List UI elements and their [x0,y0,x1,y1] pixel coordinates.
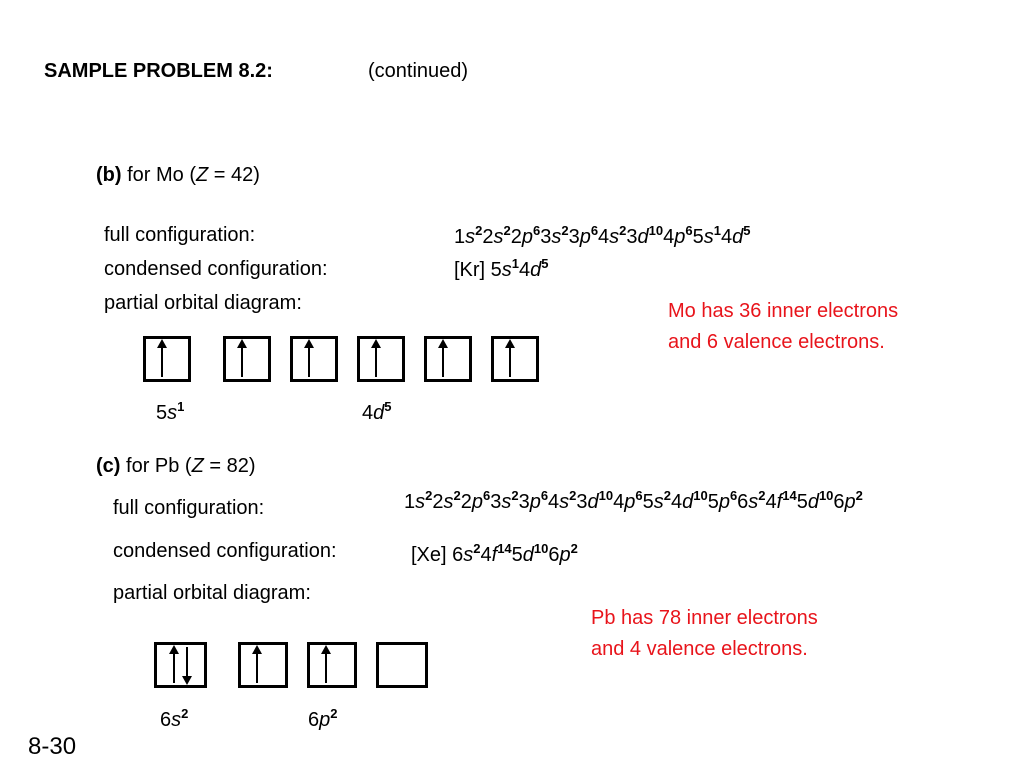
part-c-diagram-label: partial orbital diagram: [113,582,311,604]
part-c-z: Z [191,455,204,477]
part-b-letter: (b) [96,164,122,186]
part-b-condensed-label: condensed configuration: [104,258,328,280]
spin-up-arrow [161,341,163,377]
part-c-note-line2: and 4 valence electrons. [591,638,808,660]
part-c-condensed-configuration [411,541,578,567]
part-b-full-label: full configuration: [104,224,256,246]
part-b-condensed-terms: $5s^14d^5$ [490,256,549,281]
orbital-box [154,642,207,688]
part-c-orbital-label-s: $6s^2$ [160,706,189,731]
problem-title: SAMPLE PROBLEM 8.2: [44,60,273,82]
part-c-note [591,603,818,665]
part-b-diagram-label: partial orbital diagram: [104,292,302,314]
part-c-suffix: = 82) [203,455,256,477]
part-c-condensed-terms: $6s^24f^{14}5d^{10}6p^2$ [452,541,578,566]
page-number: 8-30 [28,733,77,760]
orbital-box [223,336,271,382]
part-c-condensed-core: [Xe] [411,544,453,566]
spin-up-arrow [375,341,377,377]
part-c-orbital-label-p: $6p^2$ [308,706,338,731]
part-c-note-line1: Pb has 78 inner electrons [591,607,818,629]
spin-up-arrow [442,341,444,377]
part-b-heading [96,164,260,187]
part-c-heading [96,455,256,478]
spin-up-arrow [173,647,175,683]
spin-up-arrow [256,647,258,683]
part-c-full-label: full configuration: [113,497,265,519]
part-b-note-line1: Mo has 36 inner electrons [668,300,899,322]
orbital-box [307,642,357,688]
spin-down-arrow [186,647,188,683]
part-b-condensed-core: [Kr] [454,259,491,281]
orbital-box [376,642,428,688]
spin-up-arrow [241,341,243,377]
part-c-prefix: for Pb ( [120,455,192,477]
part-b-orbital-label-s: $5s^1$ [156,399,185,424]
spin-up-arrow [308,341,310,377]
orbital-box [357,336,405,382]
part-b-condensed-configuration [454,256,549,282]
orbital-box [491,336,539,382]
spin-up-arrow [325,647,327,683]
part-b-orbital-label-d: $4d^5$ [362,399,392,424]
spin-up-arrow [509,341,511,377]
orbital-box [290,336,338,382]
problem-subtitle: (continued) [368,60,469,82]
part-b-suffix: = 42) [208,164,260,186]
part-b-z: Z [196,164,209,186]
part-b-note-line2: and 6 valence electrons. [668,331,885,353]
part-b-full-configuration: $1s^22s^22p^63s^23p^64s^23d^{10}4p^65s^14d^5$ [454,223,751,248]
part-b-note [668,296,898,358]
part-b-prefix: for Mo ( [121,164,196,186]
part-c-full-configuration: $1s^22s^22p^63s^23p^64s^23d^{10}4p^65s^24d^{10}5p^66s^24f^{14}5d^{10}6p^2$ [404,488,863,513]
orbital-box [424,336,472,382]
part-c-condensed-label: condensed configuration: [113,540,337,562]
part-c-letter: (c) [96,455,121,477]
orbital-box [143,336,191,382]
orbital-box [238,642,288,688]
